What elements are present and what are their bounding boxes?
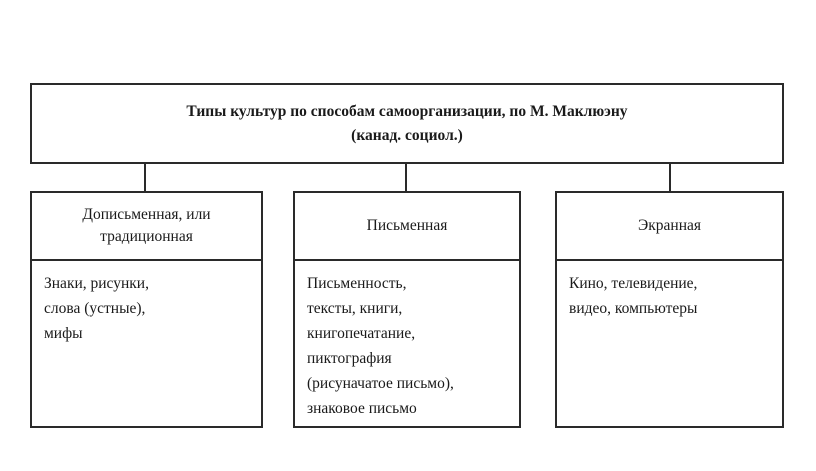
- diagram-title-box: [30, 83, 784, 164]
- column-screen-header-line: Экранная: [638, 217, 701, 234]
- column-preliterate-item: Знаки, рисунки,: [44, 275, 149, 292]
- column-written-item: Письменность,: [307, 275, 407, 292]
- connector-line-2: [405, 164, 407, 191]
- column-preliterate-item: слова (устные),: [44, 300, 146, 317]
- column-preliterate-item: мифы: [44, 325, 83, 342]
- diagram-subtitle: (канад. социол.): [351, 126, 463, 144]
- column-written-header: [295, 193, 519, 261]
- column-preliterate-header-line: Дописьменная, или: [82, 206, 211, 223]
- column-written-item: (рисуначатое письмо),: [307, 375, 454, 392]
- column-written-header-line: Письменная: [366, 217, 448, 234]
- column-screen-item: Кино, телевидение,: [569, 275, 698, 292]
- column-written-item: пиктография: [307, 350, 392, 367]
- column-screen-item: видео, компьютеры: [569, 300, 698, 317]
- column-preliterate-header: [32, 193, 261, 261]
- connector-line-3: [669, 164, 671, 191]
- connector-line-1: [144, 164, 146, 191]
- column-written-item: книгопечатание,: [307, 325, 416, 342]
- column-preliterate-body: [32, 261, 261, 346]
- column-written: [293, 191, 521, 428]
- column-screen-body: [557, 261, 782, 321]
- column-written-item: знаковое письмо: [307, 400, 417, 417]
- column-written-body: [295, 261, 519, 421]
- column-written-item: тексты, книги,: [307, 300, 403, 317]
- diagram-title: Типы культур по способам самоорганизации, по М. Маклюэну: [186, 102, 628, 120]
- column-preliterate-header-line: традиционная: [100, 228, 193, 245]
- column-screen: [555, 191, 784, 428]
- column-screen-header: [557, 193, 782, 261]
- column-preliterate: [30, 191, 263, 428]
